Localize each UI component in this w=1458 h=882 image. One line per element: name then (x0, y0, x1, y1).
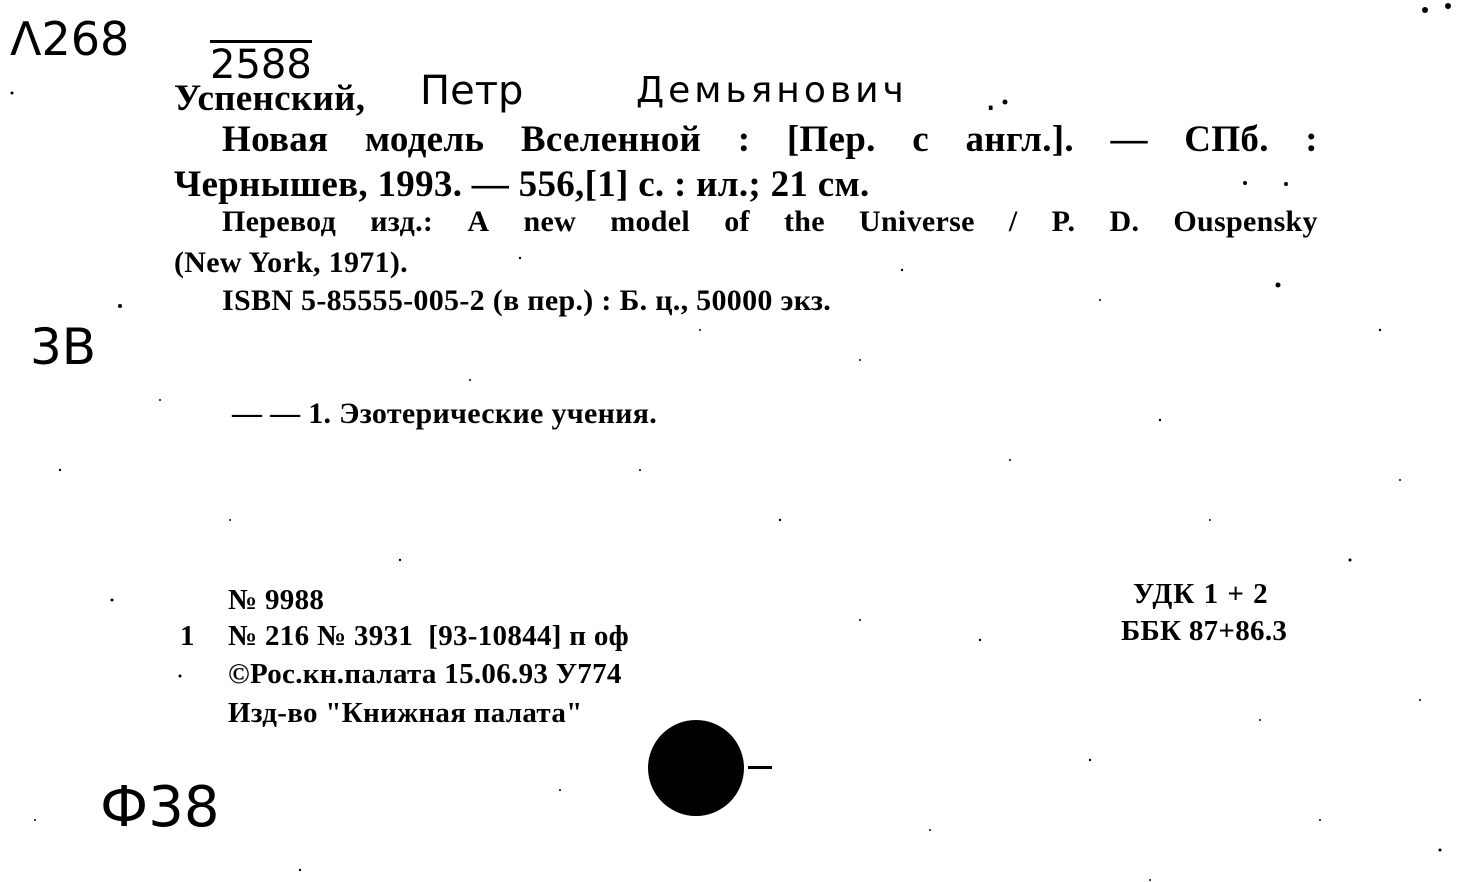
title-word: Вселенной (520, 119, 702, 160)
copy-count: 1 (180, 620, 195, 652)
card-number: № 9988 (228, 584, 325, 616)
translation-word: Перевод (222, 205, 337, 238)
isbn-line: ISBN 5-85555-005-2 (в пер.) : Б. ц., 50000 экз. (222, 284, 832, 317)
handwritten-shelf-mark: Λ268 (10, 12, 130, 66)
handwritten-patronymic: Демьянович (636, 70, 908, 111)
translation-line-2: (New York, 1971). (174, 246, 408, 279)
handwritten-given-names: Петр (420, 68, 524, 114)
translation-word: P. (1051, 205, 1076, 238)
title-word: с (912, 119, 929, 160)
title-word: англ.]. (965, 119, 1074, 160)
udk-code: УДК 1 + 2 (1133, 578, 1269, 610)
title-word: Новая (222, 119, 329, 160)
bbk-code: ББК 87+86.3 (1121, 615, 1288, 647)
author-heading: Успенский, (174, 78, 366, 119)
handwritten-mark-3b: 3B (30, 318, 97, 376)
punch-hole (648, 720, 744, 816)
translation-word: the (783, 205, 825, 238)
title-word: : (1305, 119, 1318, 160)
translation-word: D. (1109, 205, 1140, 238)
translation-word: Universe (858, 205, 975, 238)
chamber-line: ©Рос.кн.палата 15.06.93 У774 (228, 658, 622, 690)
translation-word: model (610, 205, 691, 238)
translation-word: изд.: (370, 205, 434, 238)
handwritten-period: . (985, 78, 997, 119)
title-line-1 (222, 118, 1318, 161)
title-word: — (1110, 119, 1148, 160)
title-word: модель (364, 119, 485, 160)
handwritten-number: 2588 (210, 42, 312, 88)
register-line: № 216 № 3931 [93-10844] п оф (228, 620, 629, 652)
title-word: : (737, 119, 751, 160)
subject-heading: — — 1. Эзотерические учения. (232, 397, 658, 430)
publisher-line: Изд-во "Книжная палата" (228, 697, 583, 729)
handwritten-mark-f38: Ф38 (100, 775, 220, 840)
translation-word: new (523, 205, 577, 238)
title-line-2: Чернышев, 1993. — 556,[1] с. : ил.; 21 см. (174, 164, 870, 205)
translation-word: Ouspensky (1173, 205, 1318, 238)
punch-hole-tick (748, 766, 772, 769)
translation-word: A (467, 205, 490, 238)
title-word: СПб. (1184, 119, 1269, 160)
translation-line-1 (222, 205, 1318, 239)
title-word: [Пер. (786, 119, 876, 160)
translation-word: / (1008, 205, 1018, 238)
translation-word: of (724, 205, 750, 238)
